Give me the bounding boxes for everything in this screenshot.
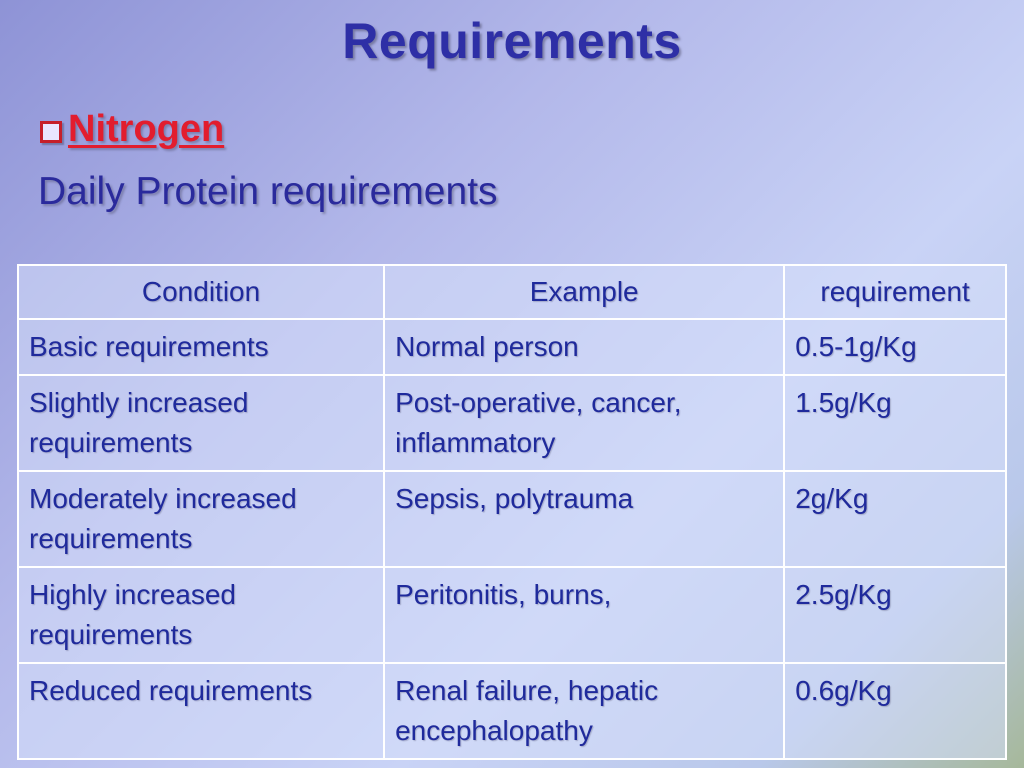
table-row — [18, 375, 1006, 471]
cell-requirement: 0.6g/Kg — [784, 663, 1006, 759]
table-row — [18, 567, 1006, 663]
cell-requirement: 2g/Kg — [784, 471, 1006, 567]
cell-condition: Slightly increased requirements — [18, 375, 384, 471]
table-header-row — [18, 265, 1006, 319]
cell-example: Sepsis, polytrauma — [384, 471, 784, 567]
header-example: Example — [384, 265, 784, 319]
header-requirement: requirement — [784, 265, 1006, 319]
cell-requirement: 1.5g/Kg — [784, 375, 1006, 471]
table-row — [18, 663, 1006, 759]
slide-title: Requirements — [342, 13, 682, 69]
cell-requirement: 0.5-1g/Kg — [784, 319, 1006, 375]
cell-example: Peritonitis, burns, — [384, 567, 784, 663]
table-row — [18, 319, 1006, 375]
cell-condition: Basic requirements — [18, 319, 384, 375]
cell-requirement: 2.5g/Kg — [784, 567, 1006, 663]
protein-requirements-table — [17, 264, 1007, 760]
cell-condition: Reduced requirements — [18, 663, 384, 759]
subheading: Daily Protein requirements — [38, 170, 498, 213]
cell-example: Normal person — [384, 319, 784, 375]
cell-example: Renal failure, hepatic encephalopathy — [384, 663, 784, 759]
cell-example: Post-operative, cancer, inflammatory — [384, 375, 784, 471]
header-condition: Condition — [18, 265, 384, 319]
checkbox-bullet-icon — [40, 121, 62, 143]
table-row — [18, 471, 1006, 567]
cell-condition: Moderately increased requirements — [18, 471, 384, 567]
bullet-text-nitrogen: Nitrogen — [68, 108, 225, 150]
cell-condition: Highly increased requirements — [18, 567, 384, 663]
bullet-line — [40, 108, 224, 151]
